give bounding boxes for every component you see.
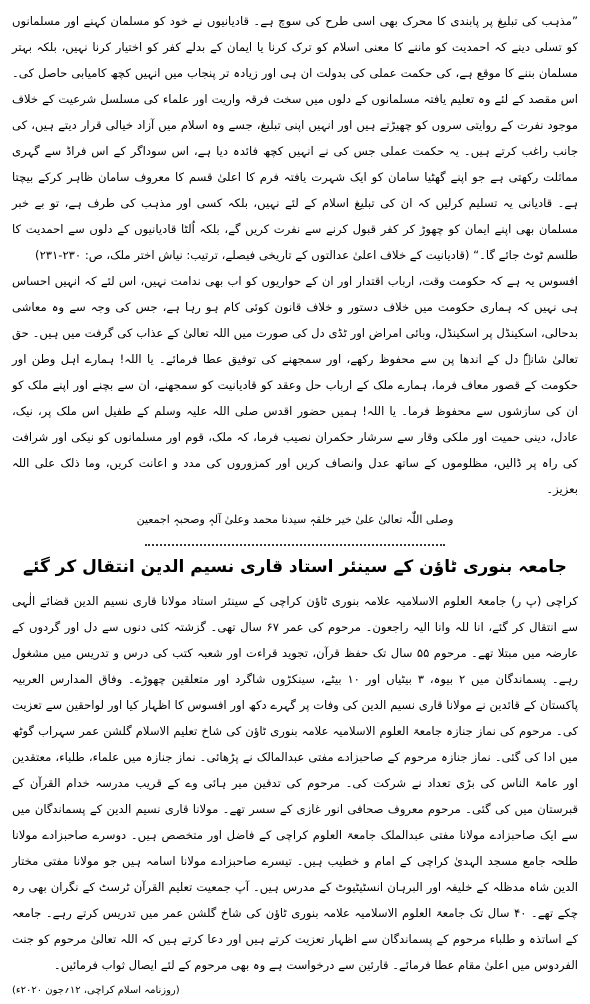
article-paragraph-1: ”مذہب کی تبلیغ پر پابندی کا محرک بھی اسی طرح کی سوچ ہے۔ قادیانیوں نے خود کو مسلمان کہنے اور مسلمانوں کو تسلی دینے کہ احمدیت کو ماننے کا معنی اسلام کو ترک کرنا یا ایمان کے بدلے کفر کو اختیار کرنا نہیں، بلکہ بہتر مسلمان بننے کا موقع ہے، کی حکمت عملی کی بدولت ان ہی اور زیادہ تر پنجاب میں انہیں کچھ کامیابی حاصل کی۔ اس مقصد کے لئے وہ تعلیم یافتہ مسلمانوں کے دلوں میں سخت فرقہ واریت اور علماء کی مسلسل شرعیت کے خلاف موجود نفرت کے روایتی سروں کو چھیڑتے ہیں اور انہیں اپنی تبلیغ، جسے وہ اسلام میں آزاد خیالی قرار دیتے ہیں، کی جانب راغب کرتے ہیں۔ یہ حکمت عملی جس کی نے انہیں کچھ فائدہ دیا ہے، اس سوداگر کے اس فراڈ سے گہری مماثلت رکھتی ہے جو اپنے گھٹیا سامان کو ایک شہرت یافتہ فرم کا اعلیٰ قسم کا معروف سامان ظاہر کرکے بیچتا ہے۔ قادیانی یہ تسلیم کرلیں کہ ان کی تبلیغ اسلام کے لئے نہیں، بلکہ کسی اور مذہب کی طرف ہے، تو بے خبر مسلمان بھی اپنے ایمان کو چھوڑ کر کفر قبول کرنے سے نفرت کریں گے، بلکہ اُلٹا قادیانیوں کے دلوں سے احمدیت کا طلسم ٹوٹ جائے گا۔“ (قادیانیت کے خلاف اعلیٰ عدالتوں کے تاریخی فیصلے، ترتیب: نیاش اختر ملک، ص: ۲۳۰-۲۳۱) <box>12 14 578 262</box>
section-divider <box>145 544 445 546</box>
source-citation: (روزنامہ اسلام کراچی، ۱۲؍جون ۲۰۲۰ء) <box>12 985 180 996</box>
closing-durood: وصلی اللّٰہ تعالیٰ علیٰ خیر خلقہٖ سیدنا محمد وعلیٰ آلہٖ وصحبہٖ اجمعین <box>136 513 454 526</box>
obituary-text: کراچی (پ ر) جامعۃ العلوم الاسلامیہ علامہ بنوری ٹاؤن کراچی کے سینئر استاد مولانا قاری نسیم الدین قضائے الٰہی سے انتقال کر گئے، انا للہ وانا الیہ راجعون۔ مرحوم کی عمر ۶۷ سال تھی۔ گزشتہ کئی دنوں سے دل اور گردوں کے عارضہ میں مبتلا تھے۔ مرحوم ۵۵ سال تک حفظ قرآن، تجوید قراءت اور شعبہ کتب کی درس و تدریس میں مشغول رہے۔ پسماندگان میں ۲ بیوہ، ۳ بیٹیاں اور ۱۰ بیٹے، سینکڑوں شاگرد اور متعلقین چھوڑے۔ وفاق المدارس العربیہ پاکستان کے قائدین نے مولانا قاری نسیم الدین کی وفات پر گہرے دکھ اور افسوس کا اظہار کیا اور لواحقین سے تعزیت کی۔ مرحوم کی نماز جنازہ جامعۃ العلوم الاسلامیہ علامہ بنوری ٹاؤن کی شاخ تعلیم الاسلام گلشن عمر سہراب گوٹھ میں ادا کی گئی۔ نماز جنازہ مرحوم کے صاحبزادے مفتی عبدالمالک نے پڑھائی۔ نماز جنازہ میں علماء، طلباء، معتقدین اور عامۃ الناس کی بڑی تعداد نے شرکت کی۔ مرحوم کی تدفین میر ہائی وے کے قریب مدرسہ خدام القرآن کے قبرستان میں کی گئی۔ مرحوم معروف صحافی انور غازی کے سسر تھے۔ مولانا قاری نسیم الدین کے پسماندگان میں سے ایک صاحبزادے مولانا مفتی عبدالملک جامعۃ العلوم کراچی کے فاضل اور متخصص ہیں۔ دوسرے صاحبزادے مولانا طلحہ جامع مسجد الہدیٰ کراچی کے امام و خطیب ہیں۔ تیسرے صاحبزادے مولانا اسامہ ہیں جو مولانا مفتی مختار الدین شاہ مدظلہ کے خلیفہ اور البرہان انسٹیٹیوٹ کے مدرس ہیں۔ آپ جمعیت تعلیم القرآن ٹرسٹ کے نگران بھی رہ چکے تھے۔ ۴۰ سال تک جامعۃ العلوم الاسلامیہ علامہ بنوری ٹاؤن کی شاخ گلشن عمر میں تدریس کرتے رہے۔ جامعہ کے اساتذہ و طلباء مرحوم کے پسماندگان سے اظہار تعزیت کرتے ہیں اور دعا کرتے ہیں کہ اللہ تعالیٰ مرحوم کو جنت الفردوس میں اعلیٰ مقام عطا فرمائے۔ قارئین سے درخواست ہے وہ بھی مرحوم کے لئے ایصال ثواب فرمائیں۔ <box>12 594 578 972</box>
obituary-headline: جامعہ بنوری ٹاؤن کے سینئر استاد قاری نسیم الدین انتقال کر گئے <box>23 557 567 577</box>
article-paragraph-2: افسوس یہ ہے کہ حکومت وقت، ارباب اقتدار اور ان کے حواریوں کو اب بھی ندامت نہیں، اس لئے کہ انہیں احساس ہی نہیں کہ ہماری حکومت میں خلاف دستور و خلاف قانون کوئی کام ہو رہا ہے، جس کی وجہ سے وہ معاشی بدحالی، اسکینڈل پر اسکینڈل، وبائی امراض اور ٹڈی دل کی صورت میں اللہ تعالیٰ کے عذاب کی گرفت میں ہیں۔ حق تعالیٰ شانہٗ دل کے اندھا پن سے محفوظ رکھے، اور سمجھنے کی توفیق عطا فرمائے۔ یا اللہ! ہمارے اہل وطن اور حکومت کے قصور معاف فرما، ہمارے ملک کے ارباب حل وعقد کو قادیانیت کو سمجھنے، ان سے بچنے اور اپنے ملک کو ان کی سازشوں سے محفوظ فرما۔ یا اللہ! ہمیں حضور اقدس صلی اللہ علیہ وسلم کے طفیل اس ملک پر، نیک، عادل، دینی حمیت اور ملکی وقار سے سرشار حکمران نصیب فرما، کہ ملک، قوم اور مسلمانوں کو نیکی اور شرافت کی راہ پر ڈالیں، مظلوموں کے ساتھ عدل وانصاف کریں اور کمزوروں کی مدد و اعانت کریں، وما ذلک علی اللہ بعزیز۔ <box>12 274 578 496</box>
